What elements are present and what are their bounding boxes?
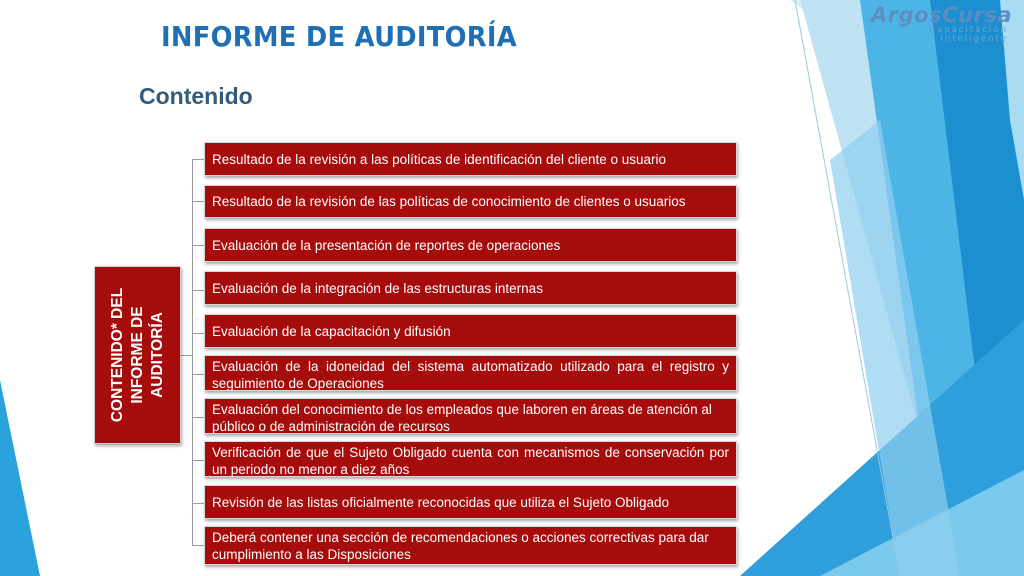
diagram-item [204,355,737,391]
slide-subtitle: Contenido [139,83,253,109]
diagram-root-box [94,266,181,444]
diagram-item [204,526,737,565]
diagram-item [204,314,737,348]
diagram-item [204,441,737,477]
hierarchy-connector-branch [192,503,204,504]
diagram-item-text: Evaluación del conocimiento de los empleados que laboren en áreas de atención al público o de administración de recursos [212,402,712,434]
hierarchy-connector-branch [192,201,204,202]
hierarchy-connector-branch [192,545,204,546]
diagram-item-text: Resultado de la revisión a las políticas de identificación del cliente o usuario [212,151,667,167]
diagram-item-text: Verificación de que el Sujeto Obligado cuenta con mecanismos de conservación por un periodo no menor a diez años [212,445,729,477]
diagram-root-label: CONTENIDO* DEL INFORME DE AUDITORÍA [108,287,166,423]
hierarchy-connector-branch [192,159,204,160]
diagram-item [204,185,737,218]
diagram-item-text: Evaluación de la capacitación y difusión [212,323,451,339]
diagram-item-text: Evaluación de la idoneidad del sistema automatizado utilizado para el registro y seguimiento de Operaciones [212,359,729,391]
logo-wordmark: ArgosCursa [871,3,1012,27]
diagram-item-text: Deberá contener una sección de recomendaciones o acciones correctivas para dar cumplimiento a las Disposiciones [212,529,709,562]
diagram-item [204,228,737,262]
diagram-item [204,271,737,305]
hierarchy-connector-branch [192,290,204,291]
diagram-item-text: Revisión de las listas oficialmente reconocidas que utiliza el Sujeto Obligado [212,494,670,510]
bg-shape-left-strip [0,380,40,576]
diagram-item-text: Evaluación de la presentación de reportes de operaciones [212,237,561,253]
diagram-item [204,398,737,434]
hierarchy-connector-branch [192,417,204,418]
hierarchy-connector-vertical [192,159,193,545]
hierarchy-connector-branch [192,245,204,246]
diagram-item-text: Evaluación de la integración de las estructuras internas [212,280,543,296]
diagram-item [204,142,737,176]
logo-tagline: Capacitación Inteligente [929,25,1008,44]
diagram-item-text: Resultado de la revisión de las políticas de conocimiento de clientes o usuarios [212,194,686,209]
hierarchy-connector-branch [192,460,204,461]
diagram-item [204,485,737,519]
hierarchy-connector-branch [192,333,204,334]
brand-logo [862,4,1012,46]
hierarchy-connector-branch [192,374,204,375]
slide-title: INFORME DE AUDITORÍA [161,20,517,53]
hierarchy-connector-root [181,355,192,356]
